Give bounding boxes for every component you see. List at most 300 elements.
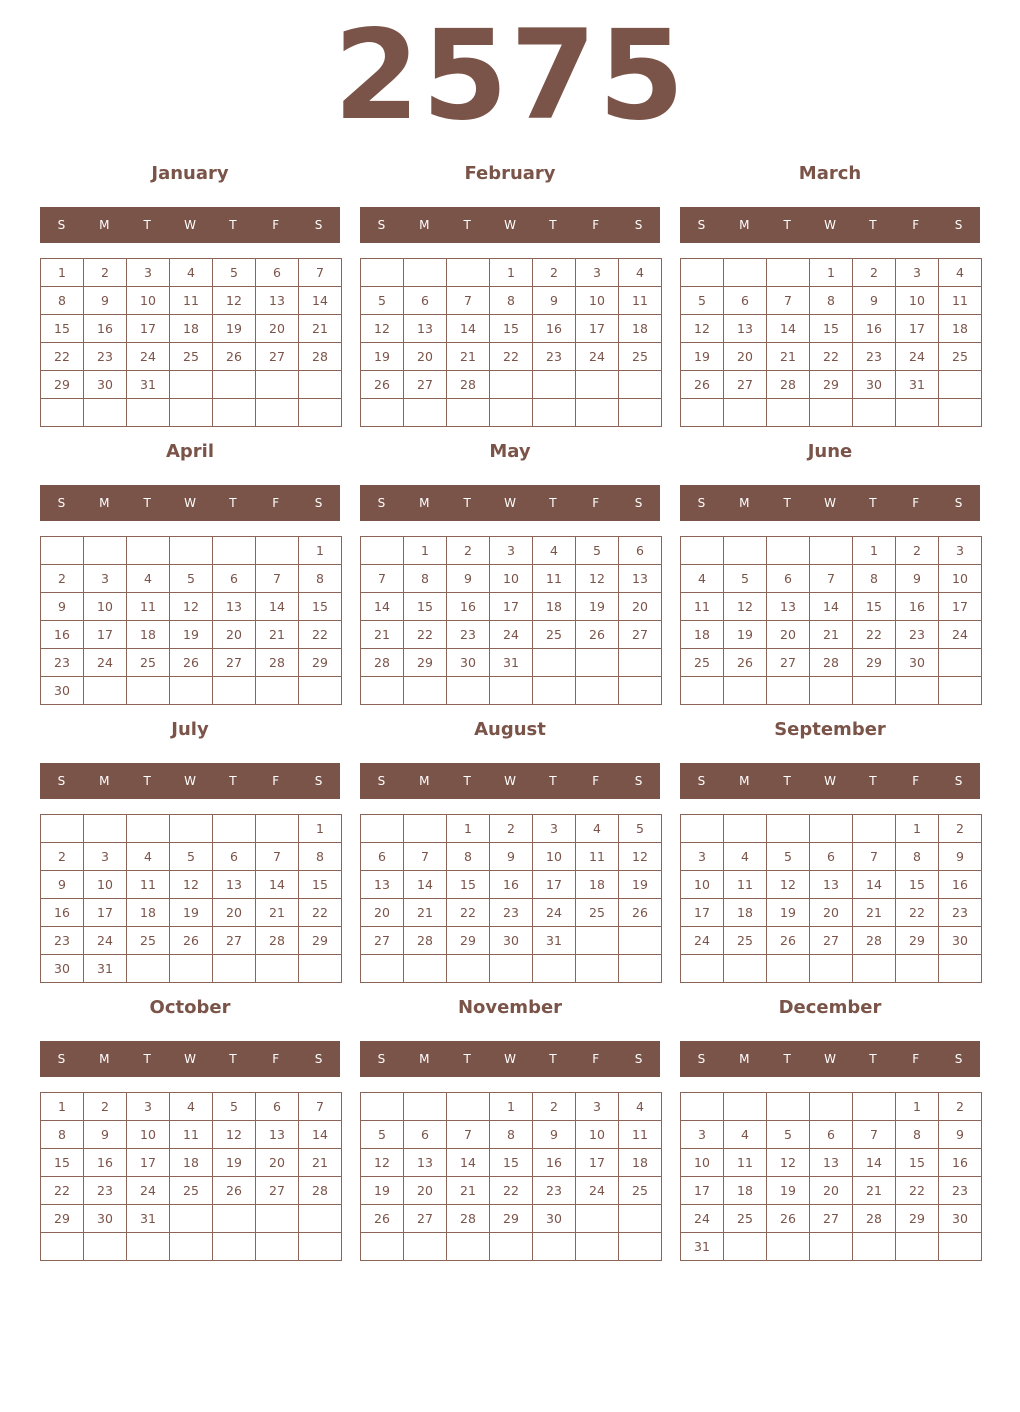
day-cell: 22: [490, 343, 533, 371]
day-cell: 16: [533, 1149, 576, 1177]
day-cell: 29: [404, 649, 447, 677]
empty-cell: [896, 677, 939, 705]
day-cell: 14: [767, 315, 810, 343]
day-cell: 26: [619, 899, 662, 927]
day-cell: 1: [404, 537, 447, 565]
empty-cell: [170, 537, 213, 565]
day-cell: 27: [810, 927, 853, 955]
day-cell: 28: [256, 927, 299, 955]
weekday-header: [360, 207, 660, 243]
day-cell: 29: [490, 1205, 533, 1233]
day-cell: 31: [84, 955, 127, 983]
day-cell: 22: [404, 621, 447, 649]
empty-cell: [724, 259, 767, 287]
day-cell: 20: [810, 899, 853, 927]
weekday-label: S: [314, 218, 323, 232]
weekday-label: F: [912, 1052, 920, 1066]
weekday-label: T: [549, 218, 557, 232]
day-cell: 20: [724, 343, 767, 371]
day-cell: 27: [404, 1205, 447, 1233]
day-cell: 18: [170, 315, 213, 343]
week-row: [41, 649, 342, 677]
empty-cell: [299, 1205, 342, 1233]
day-cell: 12: [619, 843, 662, 871]
day-cell: 30: [853, 371, 896, 399]
day-cell: 27: [404, 371, 447, 399]
weekday-label: M: [99, 496, 110, 510]
day-cell: 4: [619, 1093, 662, 1121]
empty-cell: [361, 1093, 404, 1121]
empty-cell: [41, 537, 84, 565]
empty-cell: [299, 371, 342, 399]
week-row: [361, 399, 662, 427]
day-cell: 23: [41, 649, 84, 677]
day-cell: 1: [299, 537, 342, 565]
day-cell: 26: [724, 649, 767, 677]
day-cell: 21: [404, 899, 447, 927]
day-cell: 31: [533, 927, 576, 955]
empty-cell: [619, 927, 662, 955]
day-cell: 9: [939, 1121, 982, 1149]
weekday-label: S: [57, 1052, 66, 1066]
day-cell: 11: [170, 287, 213, 315]
empty-cell: [170, 371, 213, 399]
empty-cell: [127, 399, 170, 427]
day-cell: 3: [84, 843, 127, 871]
week-row: [361, 649, 662, 677]
day-cell: 18: [533, 593, 576, 621]
weekday-label: T: [869, 774, 877, 788]
day-cell: 2: [41, 565, 84, 593]
weekday-label: W: [184, 496, 196, 510]
empty-cell: [213, 371, 256, 399]
week-row: [681, 593, 982, 621]
day-cell: 10: [490, 565, 533, 593]
week-row: [361, 371, 662, 399]
week-row: [361, 1121, 662, 1149]
day-cell: 7: [299, 259, 342, 287]
day-cell: 14: [447, 315, 490, 343]
empty-cell: [767, 537, 810, 565]
empty-cell: [767, 1093, 810, 1121]
empty-cell: [213, 1233, 256, 1261]
day-cell: 29: [299, 649, 342, 677]
day-cell: 27: [213, 649, 256, 677]
day-cell: 26: [681, 371, 724, 399]
day-cell: 13: [256, 287, 299, 315]
day-cell: 10: [127, 287, 170, 315]
empty-cell: [170, 677, 213, 705]
day-cell: 22: [447, 899, 490, 927]
empty-cell: [447, 1233, 490, 1261]
day-cell: 15: [896, 1149, 939, 1177]
empty-cell: [170, 1205, 213, 1233]
empty-cell: [84, 1233, 127, 1261]
day-cell: 29: [41, 1205, 84, 1233]
day-grid: [40, 1092, 342, 1261]
day-cell: 15: [299, 593, 342, 621]
day-cell: 18: [724, 899, 767, 927]
week-row: [681, 621, 982, 649]
day-cell: 13: [213, 593, 256, 621]
day-cell: 12: [170, 593, 213, 621]
week-row: [361, 1233, 662, 1261]
week-row: [361, 537, 662, 565]
empty-cell: [41, 399, 84, 427]
weekday-label: T: [549, 496, 557, 510]
weekday-label: S: [634, 1052, 643, 1066]
day-cell: 19: [576, 593, 619, 621]
day-cell: 4: [576, 815, 619, 843]
week-row: [41, 259, 342, 287]
empty-cell: [533, 399, 576, 427]
day-cell: 13: [767, 593, 810, 621]
day-cell: 19: [361, 343, 404, 371]
day-cell: 3: [84, 565, 127, 593]
day-cell: 20: [361, 899, 404, 927]
empty-cell: [681, 677, 724, 705]
week-row: [681, 843, 982, 871]
day-cell: 19: [361, 1177, 404, 1205]
empty-cell: [896, 399, 939, 427]
day-cell: 6: [361, 843, 404, 871]
week-row: [681, 1149, 982, 1177]
day-cell: 15: [41, 1149, 84, 1177]
day-cell: 20: [619, 593, 662, 621]
weekday-label: S: [634, 774, 643, 788]
day-cell: 4: [170, 1093, 213, 1121]
month-name: March: [798, 163, 862, 184]
week-row: [681, 899, 982, 927]
day-cell: 28: [810, 649, 853, 677]
day-cell: 26: [361, 1205, 404, 1233]
weekday-label: T: [463, 496, 471, 510]
day-cell: 6: [404, 287, 447, 315]
day-cell: 1: [41, 1093, 84, 1121]
week-row: [361, 927, 662, 955]
day-cell: 8: [896, 843, 939, 871]
week-row: [41, 1233, 342, 1261]
day-cell: 13: [256, 1121, 299, 1149]
day-cell: 2: [490, 815, 533, 843]
weekday-label: M: [739, 1052, 750, 1066]
day-cell: 29: [853, 649, 896, 677]
empty-cell: [361, 1233, 404, 1261]
weekday-label: T: [783, 1052, 791, 1066]
week-row: [361, 565, 662, 593]
empty-cell: [939, 649, 982, 677]
day-cell: 1: [810, 259, 853, 287]
day-cell: 5: [681, 287, 724, 315]
day-cell: 2: [447, 537, 490, 565]
weekday-label: T: [463, 218, 471, 232]
weekday-label: F: [272, 774, 280, 788]
weekday-label: S: [954, 496, 963, 510]
weekday-label: S: [697, 218, 706, 232]
day-cell: 14: [256, 593, 299, 621]
empty-cell: [299, 1233, 342, 1261]
weekday-label: W: [184, 1052, 196, 1066]
day-cell: 10: [896, 287, 939, 315]
week-row: [681, 315, 982, 343]
empty-cell: [490, 677, 533, 705]
day-cell: 11: [724, 1149, 767, 1177]
day-cell: 21: [447, 343, 490, 371]
day-grid: [360, 814, 662, 983]
day-cell: 22: [810, 343, 853, 371]
day-cell: 17: [84, 899, 127, 927]
empty-cell: [404, 677, 447, 705]
day-cell: 4: [724, 1121, 767, 1149]
weekday-label: W: [504, 218, 516, 232]
empty-cell: [681, 955, 724, 983]
weekday-label: S: [954, 218, 963, 232]
day-cell: 10: [84, 593, 127, 621]
day-cell: 16: [41, 899, 84, 927]
day-cell: 4: [533, 537, 576, 565]
weekday-label: M: [419, 496, 430, 510]
day-cell: 30: [939, 927, 982, 955]
empty-cell: [404, 399, 447, 427]
weekday-header: [680, 1041, 980, 1077]
empty-cell: [404, 815, 447, 843]
empty-cell: [256, 955, 299, 983]
day-cell: 16: [533, 315, 576, 343]
day-cell: 19: [213, 315, 256, 343]
weekday-label: M: [739, 774, 750, 788]
week-row: [681, 287, 982, 315]
weekday-label: F: [592, 774, 600, 788]
day-cell: 17: [490, 593, 533, 621]
empty-cell: [41, 815, 84, 843]
weekday-label: T: [869, 496, 877, 510]
day-cell: 31: [127, 1205, 170, 1233]
day-cell: 3: [490, 537, 533, 565]
day-cell: 11: [939, 287, 982, 315]
weekday-label: T: [229, 218, 237, 232]
day-cell: 2: [939, 815, 982, 843]
empty-cell: [533, 649, 576, 677]
empty-cell: [853, 1093, 896, 1121]
day-cell: 24: [896, 343, 939, 371]
weekday-label: T: [229, 1052, 237, 1066]
day-cell: 26: [576, 621, 619, 649]
empty-cell: [810, 677, 853, 705]
day-cell: 30: [84, 1205, 127, 1233]
day-cell: 4: [619, 259, 662, 287]
day-cell: 17: [576, 315, 619, 343]
day-grid: [680, 258, 982, 427]
day-cell: 21: [447, 1177, 490, 1205]
day-cell: 26: [213, 1177, 256, 1205]
day-cell: 19: [213, 1149, 256, 1177]
empty-cell: [213, 955, 256, 983]
day-cell: 10: [533, 843, 576, 871]
day-cell: 15: [490, 315, 533, 343]
day-cell: 26: [361, 371, 404, 399]
day-cell: 6: [404, 1121, 447, 1149]
empty-cell: [619, 399, 662, 427]
empty-cell: [724, 1093, 767, 1121]
empty-cell: [170, 815, 213, 843]
day-cell: 25: [724, 1205, 767, 1233]
empty-cell: [213, 815, 256, 843]
empty-cell: [41, 1233, 84, 1261]
day-cell: 17: [127, 315, 170, 343]
day-cell: 22: [299, 621, 342, 649]
empty-cell: [724, 815, 767, 843]
day-cell: 8: [810, 287, 853, 315]
day-cell: 26: [213, 343, 256, 371]
weekday-header: [680, 485, 980, 521]
day-cell: 8: [299, 565, 342, 593]
empty-cell: [213, 399, 256, 427]
day-cell: 13: [404, 315, 447, 343]
empty-cell: [404, 259, 447, 287]
weekday-label: F: [912, 496, 920, 510]
day-cell: 18: [619, 315, 662, 343]
day-cell: 25: [533, 621, 576, 649]
day-cell: 20: [213, 899, 256, 927]
day-cell: 9: [490, 843, 533, 871]
weekday-label: S: [634, 496, 643, 510]
day-cell: 21: [361, 621, 404, 649]
day-cell: 1: [41, 259, 84, 287]
day-cell: 5: [213, 259, 256, 287]
day-cell: 9: [84, 287, 127, 315]
day-cell: 8: [447, 843, 490, 871]
day-grid: [360, 1092, 662, 1261]
day-cell: 13: [213, 871, 256, 899]
day-cell: 13: [810, 1149, 853, 1177]
empty-cell: [84, 815, 127, 843]
empty-cell: [299, 399, 342, 427]
day-cell: 27: [767, 649, 810, 677]
month-name: October: [149, 997, 231, 1018]
weekday-label: S: [697, 774, 706, 788]
empty-cell: [939, 955, 982, 983]
empty-cell: [619, 371, 662, 399]
day-cell: 1: [490, 259, 533, 287]
empty-cell: [490, 399, 533, 427]
weekday-label: S: [314, 774, 323, 788]
day-cell: 3: [681, 1121, 724, 1149]
day-cell: 22: [299, 899, 342, 927]
day-cell: 18: [619, 1149, 662, 1177]
weekday-label: M: [419, 218, 430, 232]
empty-cell: [361, 259, 404, 287]
empty-cell: [213, 677, 256, 705]
day-cell: 2: [533, 259, 576, 287]
week-row: [681, 565, 982, 593]
month-name: November: [457, 997, 563, 1018]
day-cell: 8: [299, 843, 342, 871]
empty-cell: [724, 955, 767, 983]
day-grid: [40, 536, 342, 705]
weekday-header: [360, 485, 660, 521]
day-cell: 25: [127, 927, 170, 955]
empty-cell: [724, 399, 767, 427]
day-cell: 16: [853, 315, 896, 343]
weekday-label: M: [99, 774, 110, 788]
weekday-label: T: [869, 1052, 877, 1066]
week-row: [41, 565, 342, 593]
empty-cell: [447, 259, 490, 287]
empty-cell: [127, 815, 170, 843]
empty-cell: [213, 1205, 256, 1233]
day-cell: 19: [724, 621, 767, 649]
week-row: [361, 315, 662, 343]
empty-cell: [576, 371, 619, 399]
day-cell: 28: [299, 343, 342, 371]
week-row: [41, 1149, 342, 1177]
day-cell: 16: [41, 621, 84, 649]
day-cell: 20: [256, 315, 299, 343]
week-row: [41, 621, 342, 649]
day-cell: 13: [361, 871, 404, 899]
day-cell: 26: [767, 927, 810, 955]
day-cell: 2: [533, 1093, 576, 1121]
empty-cell: [256, 371, 299, 399]
day-cell: 8: [404, 565, 447, 593]
day-cell: 5: [767, 1121, 810, 1149]
week-row: [41, 1205, 342, 1233]
day-grid: [40, 814, 342, 983]
day-cell: 24: [84, 649, 127, 677]
empty-cell: [361, 815, 404, 843]
day-cell: 5: [170, 565, 213, 593]
day-cell: 15: [810, 315, 853, 343]
weekday-label: S: [697, 496, 706, 510]
day-cell: 9: [939, 843, 982, 871]
weekday-label: T: [783, 218, 791, 232]
day-cell: 10: [681, 871, 724, 899]
day-cell: 23: [939, 1177, 982, 1205]
weekday-label: S: [954, 1052, 963, 1066]
day-cell: 15: [896, 871, 939, 899]
day-cell: 23: [533, 343, 576, 371]
day-cell: 24: [490, 621, 533, 649]
day-cell: 12: [361, 315, 404, 343]
week-row: [361, 259, 662, 287]
day-cell: 17: [896, 315, 939, 343]
day-cell: 5: [619, 815, 662, 843]
day-cell: 1: [853, 537, 896, 565]
weekday-header: [680, 207, 980, 243]
day-cell: 21: [767, 343, 810, 371]
day-cell: 28: [361, 649, 404, 677]
weekday-label: T: [143, 1052, 151, 1066]
empty-cell: [681, 399, 724, 427]
empty-cell: [810, 1233, 853, 1261]
empty-cell: [447, 1093, 490, 1121]
day-cell: 5: [213, 1093, 256, 1121]
day-cell: 12: [213, 1121, 256, 1149]
day-cell: 31: [490, 649, 533, 677]
weekday-label: S: [634, 218, 643, 232]
empty-cell: [576, 1233, 619, 1261]
weekday-label: F: [272, 218, 280, 232]
day-cell: 29: [896, 927, 939, 955]
empty-cell: [767, 399, 810, 427]
day-cell: 18: [681, 621, 724, 649]
day-cell: 28: [447, 371, 490, 399]
day-cell: 2: [84, 259, 127, 287]
day-cell: 28: [404, 927, 447, 955]
week-row: [361, 621, 662, 649]
day-cell: 27: [810, 1205, 853, 1233]
day-cell: 18: [576, 871, 619, 899]
